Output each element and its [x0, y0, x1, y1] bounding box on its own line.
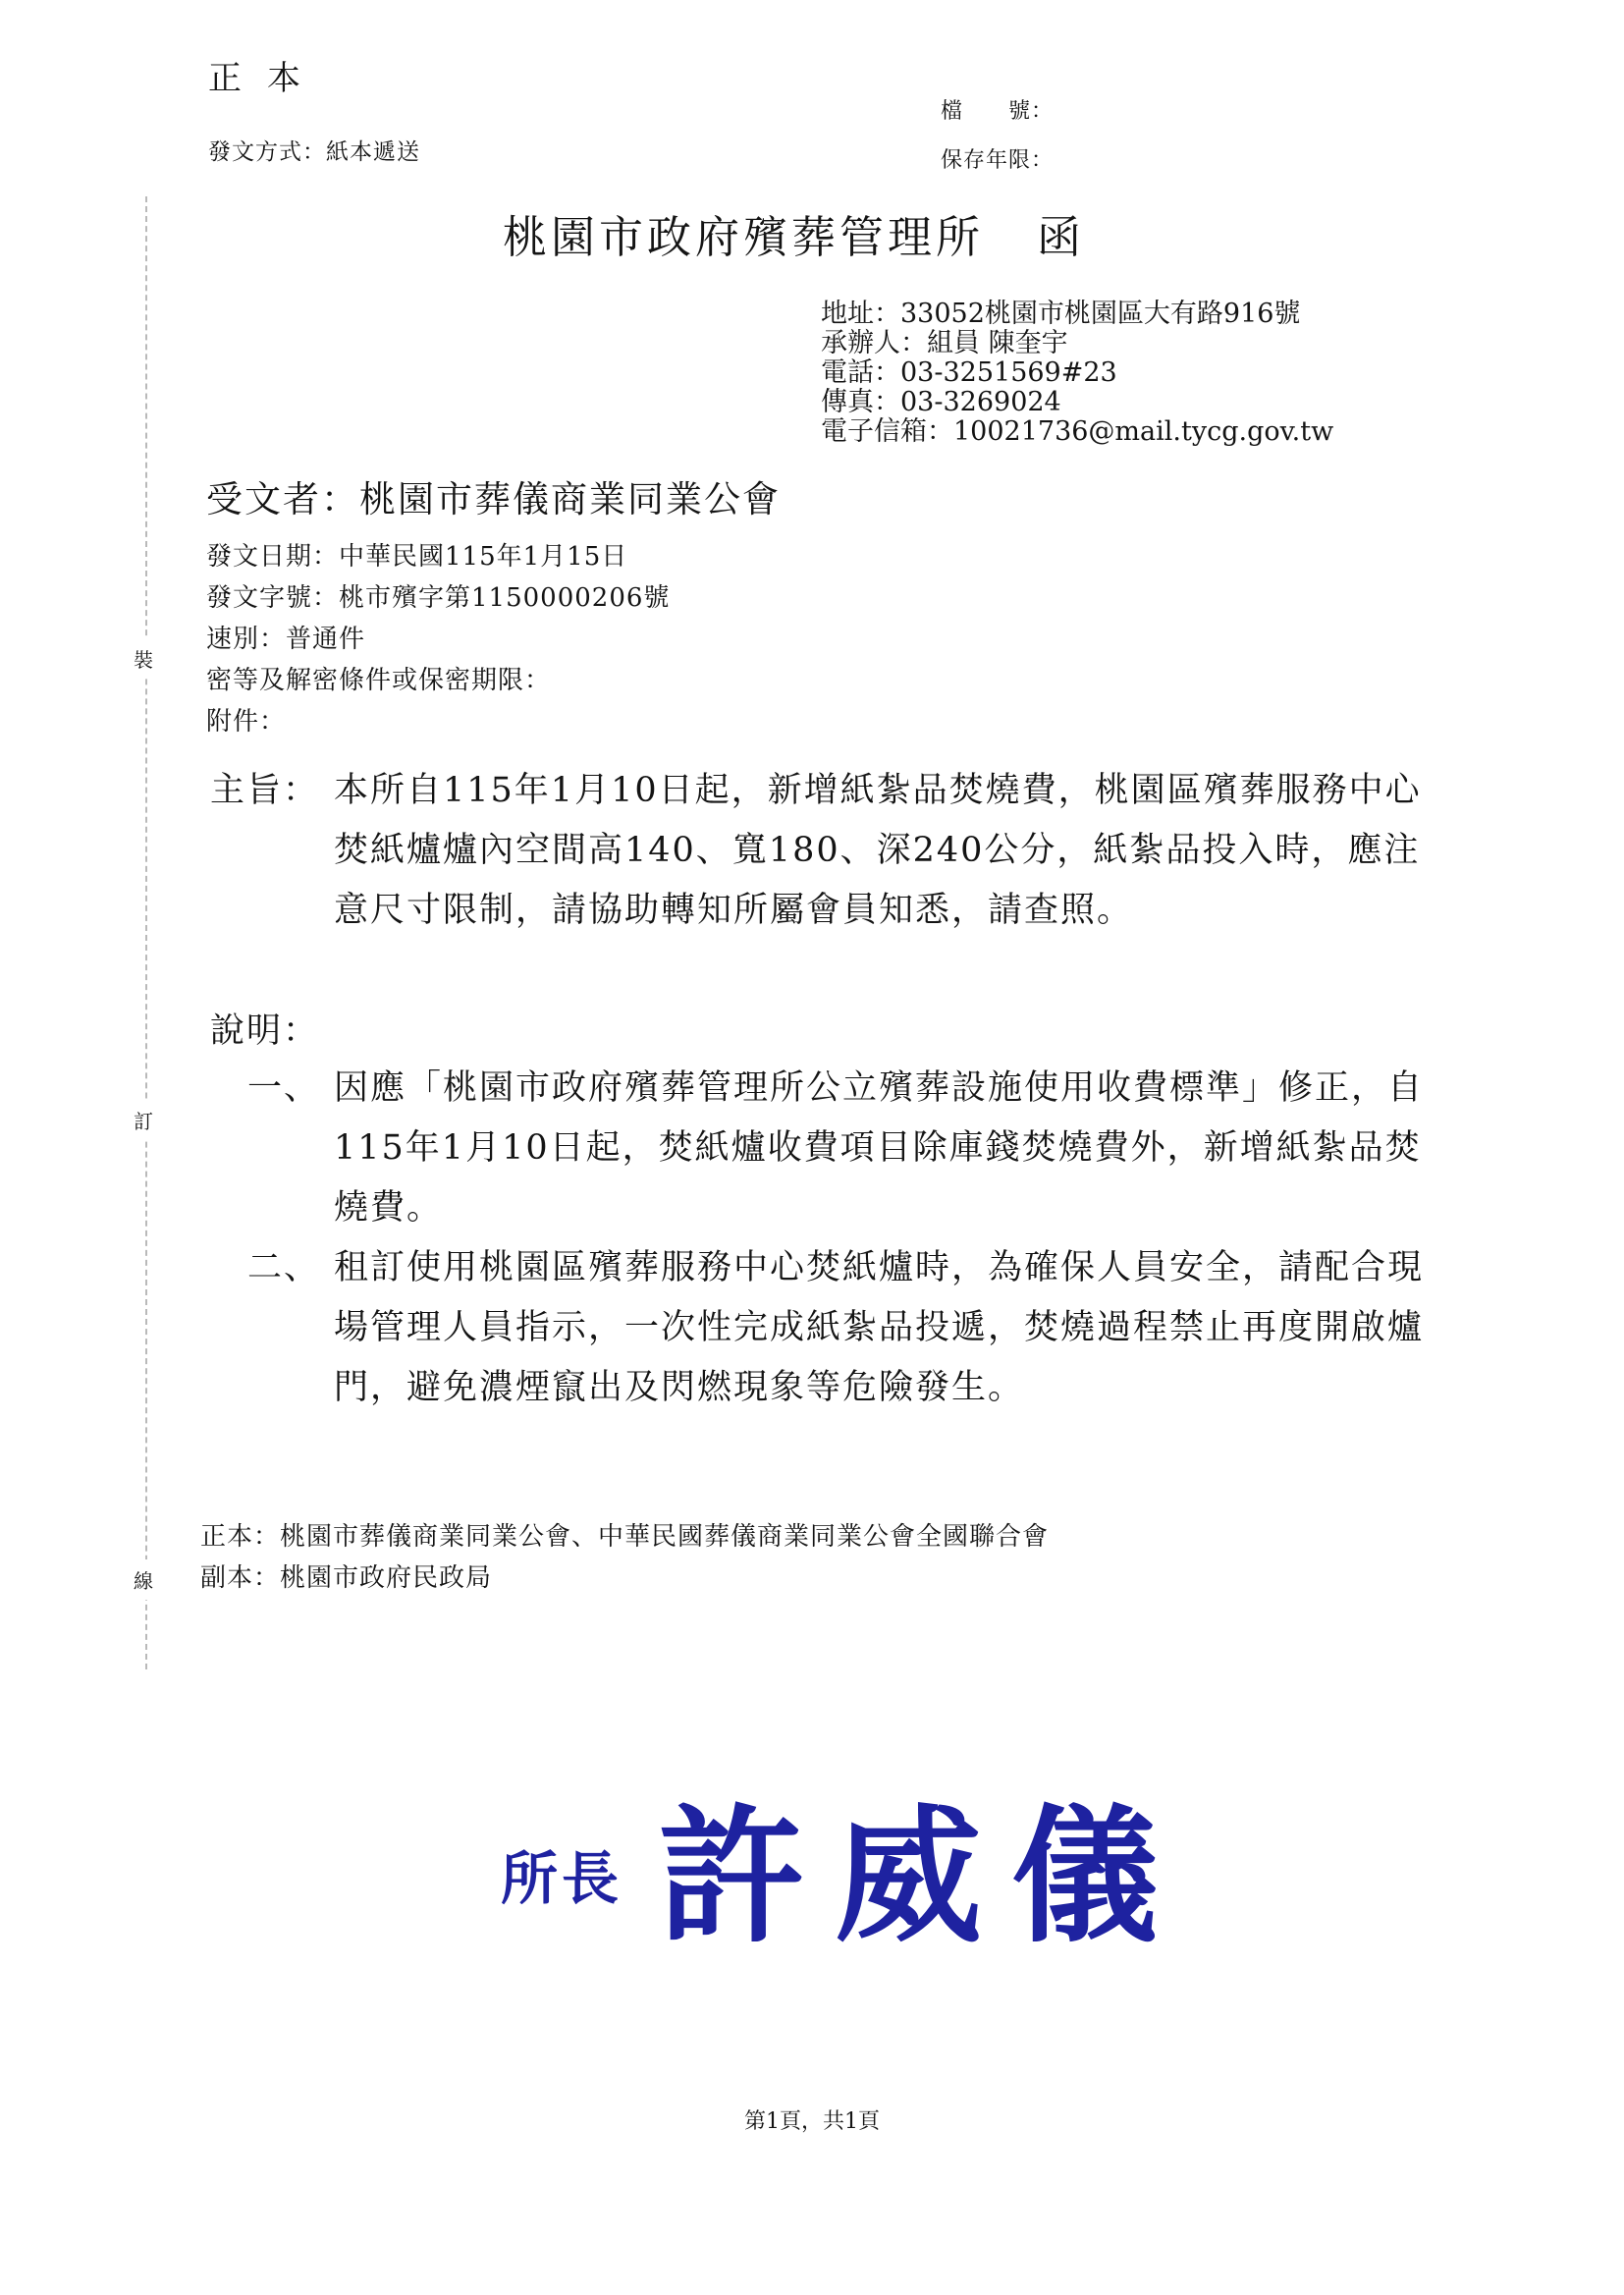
signature-name: 許威儀: [658, 1790, 1189, 1963]
contact-fax: 傳真：03-3269024: [821, 387, 1061, 417]
explanation-items: [247, 1059, 1437, 1418]
subject-label: 主旨：: [210, 771, 320, 810]
original-recipients: 正本：桃園市葬儀商業同業公會、中華民國葬儀商業同業公會全國聯合會: [200, 1522, 1050, 1552]
subject-text: 本所自115年1月10日起，新增紙紮品焚燒費，桃園區殯葬服務中心焚紙爐爐內空間高140、寬180、深240公分，紙紮品投入時，應注意尺寸限制，請協助轉知所屬會員知悉，請查照。: [334, 771, 1422, 930]
document-meta: [206, 536, 670, 742]
binding-mark-line: 線: [134, 1559, 153, 1600]
copy-recipients: 副本：桃園市政府民政局: [200, 1563, 493, 1593]
binding-mark-bind: 裝: [134, 638, 153, 679]
binding-mark-staple: 訂: [134, 1100, 153, 1140]
distribution-list: [200, 1516, 1049, 1599]
item-number: 一、: [247, 1068, 321, 1108]
item-text: 租訂使用桃園區殯葬服務中心焚紙爐時，為確保人員安全，請配合現場管理人員指示，一次性完成紙紮品投遞，焚燒過程禁止再度開啟爐門，避免濃煙竄出及閃燃現象等危險發生。: [334, 1248, 1425, 1407]
issue-date: 發文日期：中華民國115年1月15日: [206, 542, 628, 572]
contact-address: 地址：33052桃園市桃園區大有路916號: [821, 299, 1301, 329]
copy-type-label: 正本: [208, 59, 326, 98]
delivery-speed: 速別：普通件: [206, 625, 366, 654]
delivery-method: 發文方式：紙本遞送: [208, 139, 420, 165]
item-text: 因應「桃園市政府殯葬管理所公立殯葬設施使用收費標準」修正，自115年1月10日起，焚紙爐收費項目除庫錢焚燒費外，新增紙紮品焚燒費。: [334, 1068, 1425, 1228]
recipient: 受文者：桃園市葬儀商業同業公會: [206, 478, 781, 520]
contact-email: 電子信箱：10021736@mail.tycg.gov.tw: [821, 416, 1334, 447]
retention-period-field: 保存年限：: [941, 148, 1055, 173]
document-title: [503, 201, 1085, 265]
director-signature-stamp: [501, 1758, 1188, 1970]
contact-block: [821, 300, 1333, 447]
explanation-item: [247, 1059, 1437, 1238]
agency-name: 桃園市政府殯葬管理所: [503, 211, 985, 263]
contact-handler: 承辦人：組員 陳奎宇: [821, 328, 1068, 358]
page-number: 第1頁，共1頁: [744, 2109, 880, 2134]
item-number: 二、: [247, 1248, 321, 1287]
attachment: 附件：: [206, 707, 287, 737]
subject-section: [210, 761, 1437, 941]
document-type: 函: [1037, 211, 1086, 263]
confidentiality: 密等及解密條件或保密期限：: [206, 666, 552, 695]
explanation-item: [247, 1238, 1437, 1418]
signature-role: 所長: [501, 1845, 623, 1912]
file-number-field: 檔 號：: [941, 99, 1055, 124]
binding-dashed-line: [145, 196, 147, 1669]
document-number: 發文字號：桃市殯字第1150000206號: [206, 583, 671, 613]
contact-phone: 電話：03-3251569#23: [821, 357, 1117, 388]
explanation-label: 說明：: [210, 1011, 320, 1051]
